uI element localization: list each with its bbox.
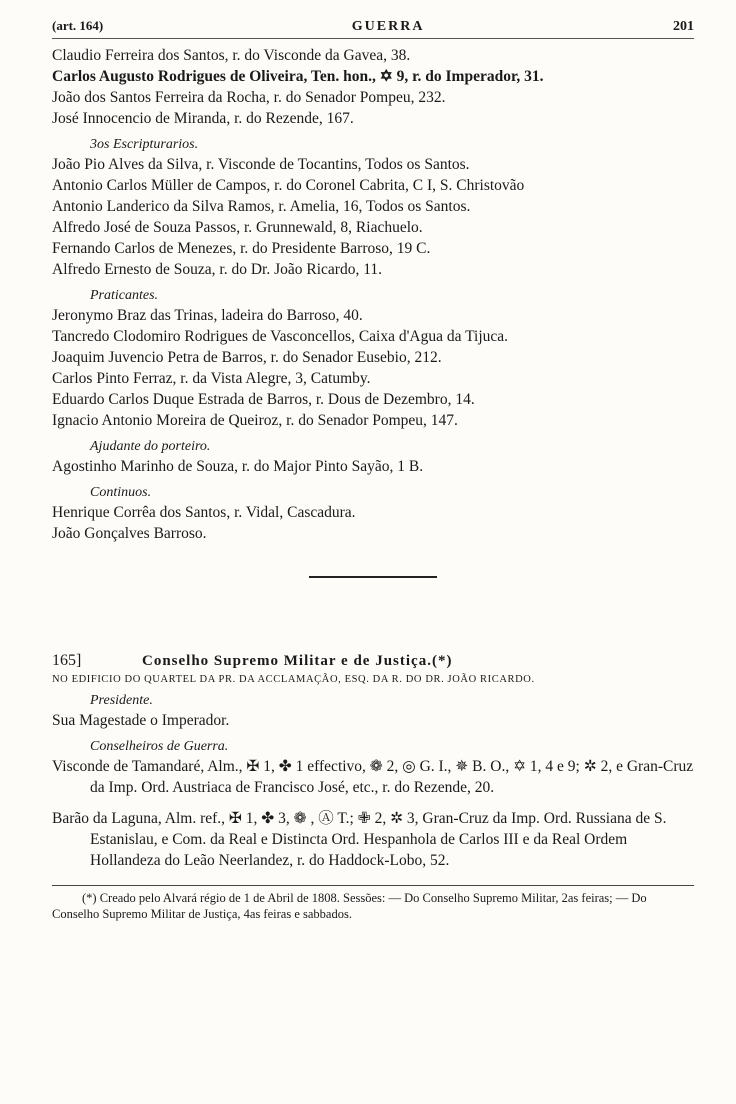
list-item: Claudio Ferreira dos Santos, r. do Visconde da Gavea, 38. <box>52 47 411 64</box>
footnote: (*) Creado pelo Alvará régio de 1 de Abril de 1808. Sessões: — Do Conselho Supremo Militar, 2as feiras; — Do Conselho Supremo Militar de Justiça, 4as feiras e sabbados. <box>52 885 694 922</box>
document-page <box>52 18 694 922</box>
section-heading <box>52 652 694 670</box>
list-item: Alfredo Ernesto de Souza, r. do Dr. João Ricardo, 11. <box>52 261 383 278</box>
section-divider <box>309 576 437 578</box>
list-item: Henrique Corrêa dos Santos, r. Vidal, Cascadura. <box>52 504 356 521</box>
list-item: Joaquim Juvencio Petra de Barros, r. do Senador Eusebio, 212. <box>52 349 442 366</box>
list-item: Antonio Carlos Müller de Campos, r. do Coronel Cabrita, C I, S. Christovão <box>52 177 525 194</box>
section-number: 165] <box>52 652 82 669</box>
list-item: Antonio Landerico da Silva Ramos, r. Amelia, 16, Todos os Santos. <box>52 198 471 215</box>
list-item: Tancredo Clodomiro Rodrigues de Vasconcellos, Caixa d'Agua da Tijuca. <box>52 328 509 345</box>
page-header <box>52 18 694 39</box>
list-item: Fernando Carlos de Menezes, r. do Presidente Barroso, 19 C. <box>52 240 431 257</box>
escripturarios-list <box>52 154 694 280</box>
page-title: GUERRA <box>351 19 425 34</box>
escripturarios-heading: 3os Escripturarios. <box>90 137 199 152</box>
presidente-heading: Presidente. <box>90 693 153 708</box>
section-location: NO EDIFICIO DO QUARTEL DA PR. DA ACCLAMAÇÃO, ESQ. DA R. DO DR. JOÃO RICARDO. <box>52 674 535 685</box>
page-number: 201 <box>673 19 694 34</box>
article-reference: (art. 164) <box>52 18 104 33</box>
list-item: Ignacio Antonio Moreira de Queiroz, r. do Senador Pompeu, 147. <box>52 412 458 429</box>
list-item: Eduardo Carlos Duque Estrada de Barros, r. Dous de Dezembro, 14. <box>52 391 475 408</box>
continuos-heading: Continuos. <box>90 485 152 500</box>
presidente-name: Sua Magestade o Imperador. <box>52 712 230 729</box>
list-item: Barão da Laguna, Alm. ref., ✠ 1, ✤ 3, ❁ , Ⓐ T.; ✙ 2, ✲ 3, Gran-Cruz da Imp. Ord. Russiana de S. Estanislau, e Com. da Real e Distincta Ord. Hespanhola de Carlos III e da Real Ordem Hollandeza do Leão Neerlandez, r. do Haddock-Lobo, 52. <box>52 810 667 869</box>
list-item: Jeronymo Braz das Trinas, ladeira do Barroso, 40. <box>52 307 363 324</box>
ajudante-heading: Ajudante do porteiro. <box>90 439 211 454</box>
list-item: Agostinho Marinho de Souza, r. do Major Pinto Sayão, 1 B. <box>52 458 424 475</box>
top-list <box>52 45 694 129</box>
praticantes-list <box>52 305 694 431</box>
list-item: Carlos Pinto Ferraz, r. da Vista Alegre, 3, Catumby. <box>52 370 371 387</box>
list-item: José Innocencio de Miranda, r. do Rezende, 167. <box>52 110 354 127</box>
section-title: Conselho Supremo Militar e de Justiça.(*) <box>142 653 453 669</box>
list-item: João dos Santos Ferreira da Rocha, r. do Senador Pompeu, 232. <box>52 89 446 106</box>
list-item: João Pio Alves da Silva, r. Visconde de Tocantins, Todos os Santos. <box>52 156 470 173</box>
conselheiros-heading: Conselheiros de Guerra. <box>90 739 229 754</box>
list-item: Alfredo José de Souza Passos, r. Grunnewald, 8, Riachuelo. <box>52 219 423 236</box>
list-item: Carlos Augusto Rodrigues de Oliveira, Ten. hon., ✡ 9, r. do Imperador, 31. <box>52 68 544 85</box>
list-item: João Gonçalves Barroso. <box>52 525 207 542</box>
list-item: Visconde de Tamandaré, Alm., ✠ 1, ✤ 1 effectivo, ❁ 2, ◎ G. I., ✵ B. O., ✡ 1, 4 e 9; ✲ 2, e Gran-Cruz da Imp. Ord. Austriaca de Francisco José, etc., r. do Rezende, 20. <box>52 758 694 796</box>
praticantes-heading: Praticantes. <box>90 288 159 303</box>
